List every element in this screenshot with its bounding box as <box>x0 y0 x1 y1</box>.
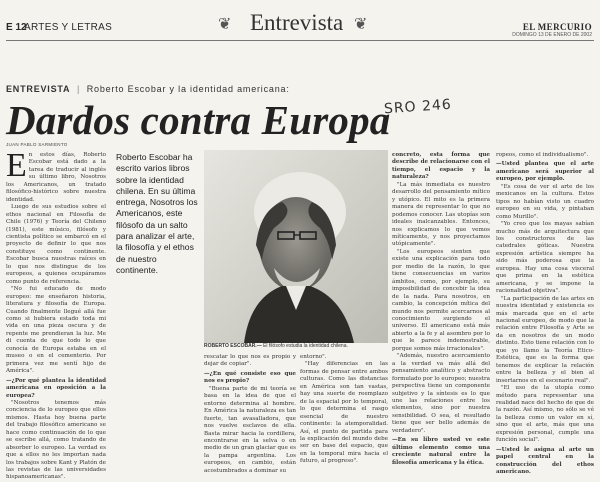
section-name: ARTES Y LETRAS <box>24 22 113 33</box>
article-column-4 <box>392 152 490 467</box>
article-column-1 <box>6 147 106 482</box>
issue-date: DOMINGO 13 DE ENERO DE 2002 <box>512 32 592 38</box>
left-ornament-icon: ❦ <box>218 14 232 33</box>
kicker-text: Roberto Escobar y la identidad americana: <box>86 84 290 94</box>
headline: Dardos contra Europa <box>6 97 391 143</box>
col5-paragraph: "Es cosa de ver el arte de los mexicanos en la cultura. Estos tipos no habían visto un cuadro europeo en su vida, y pintaban como Murillo". <box>496 183 594 220</box>
article-column-5 <box>496 152 594 476</box>
col4-paragraph: "Además, nuestro acercamiento a la verdad va más allá del pensamiento analítico y abstracto formulado por lo europeo; nuestra perspectiva tiene un componente subjetivo y la síntesis es lo que une las relaciones entre los elementos, sino por nuestra sensibilidad. O sea, el resultado tiene que ser bello además de verdadero". <box>392 353 490 434</box>
article-column-2 <box>204 354 296 475</box>
section-title: Entrevista <box>250 10 344 35</box>
col2-question: —¿En qué consiste eso que nos es propio? <box>204 370 296 385</box>
newspaper-name: EL MERCURIO <box>522 22 592 32</box>
col5-paragraph: "La participación de las artes en nuestra identidad y existencia es más marcada que en el arte nacional europeo, de modo que la relación entre Filosofía y Arte se da en nosotros de un modo distinto. Esto tiene relación con lo que yo llamo la Teoría Etico-Estética, que es la forma que tenemos de explicar la relación entre la belleza y el bien al insertarnos en el escenario real". <box>496 295 594 384</box>
col1-question: —¿Por qué plantea la identidad americana en oposición a la europea? <box>6 377 106 399</box>
col2-paragraph: "Buena parte de mi teoría se basa en la idea de que el entorno determina al hombre. En América la naturaleza es tan fuerte, tan avasalladora, que nos vuelve esclavos de ella. Basta mirar hacia la cordillera, encontrarse en la selva o en medio de un gran glaciar que es la pampa argentina. Los europeos, en cambio, están acostumbrados a dominar su <box>204 385 296 474</box>
article-column-3 <box>300 354 388 466</box>
col3-paragraph: "Hay diferencias en las formas de pensar entre ambos culturas. Como las distancias en América son tan vastas, hay una suerte de reemplazo de la espacial por lo temporal, lo que determina el rasgo esencial de nuestro continente: la atemporalidad. Así, el punto de partida para la explicación del mundo debe ser en base del espacio, que en la temporal mira hacia el futuro, al progreso". <box>300 361 388 465</box>
col3-paragraph: entorno". <box>300 354 327 360</box>
kicker-label: ENTREVISTA <box>6 84 71 94</box>
right-ornament-icon: ❦ <box>354 14 368 33</box>
col1-paragraph: "Nosotros tenemos más conciencia de lo europeo que ellos mismos. Hasta hoy buena parte del trabajo filosófico americano se hace como continuación de lo que se escribe allá, como tratando de absorber lo europeo. La verdad es que a ellos no les importan nada los trabajos sobre Kant y Platón de las revistas de las universidades hispanoamericanas". <box>6 399 106 481</box>
col2-paragraph: rescatar lo que nos es propio y dejar de copiar". <box>204 354 296 368</box>
photo-caption <box>204 343 388 349</box>
col4-question: —En su libro usted ve este último elemento como una creciente natural entre la filosofía americana y la ética. <box>392 437 490 466</box>
page-header <box>0 0 600 42</box>
col5-paragraph: ropeos, como el individualismo". <box>496 152 589 158</box>
col4-question: concreto, esta forma que describe de relacionarse con el tiempo, el espacio y la naturaleza? <box>392 152 490 181</box>
intro-blurb: Roberto Escobar ha escrito varios libros sobre la identidad chilena. En su última entrega, Nosotros los Americanos, este filósofo da un salto para analizar el arte, la filosofía y el ethos de nuestro continente. <box>116 152 198 275</box>
handwritten-note: SRO 246 <box>383 96 453 118</box>
col5-question: —Usted le asigna al arte un papel central en la construcción del ethos americano. <box>496 446 594 476</box>
header-rule <box>6 40 594 41</box>
col4-paragraph: "Los europeos sienten que existe una explicación para todo por medio de la razón, lo que tiene consecuencias en varios ámbitos, como, por ejemplo, su imposibilidad de concebir la idea de la nada. Para nosotros, en cambio, la concepción mítica del mundo nos permite acercarnos al conocimiento surgiendo el universo. El americano está más abierto a la fe y al asombro por lo que le parece indemostrable, porque somos más irracionales". <box>392 248 490 352</box>
dropcap: E <box>6 147 27 184</box>
col4-paragraph: "La más inmediata es nuestro desarrollo del pensamiento mítico y utópico. El mito es la primera manera de representar lo que no podemos conocer. Las utopías son ideales inalcanzables. Entonces, nos explicamos lo que vemos míticamente, y nos proyectamos utópicamente". <box>392 181 490 248</box>
col5-paragraph: "Yo creo que los mayas sabían mucho más de arquitectura que los constructores de las catedrales góticas. Nuestra expresión artística siempre ha sido más poderosa que la europea. Hay una cosa visceral que prima en la estética americana, y se impone la racionalidad objetiva". <box>496 221 594 295</box>
kicker: ENTREVISTA | Roberto Escobar y la identidad americana: <box>6 84 290 94</box>
col1-paragraph: "No fui educado de modo europeo: me enseñaron historia, literatura y filosofía de Europa. Cuando finalmente llegué allá fue como si hubiera estado toda mi vida en una pieza oscura y de repente me prendieran la luz. Me di cuenta de que todo lo que conocía de Europa estaba en el museo o en el cementerio. Por primera vez me sentí hijo de América". <box>6 286 106 375</box>
col1-paragraph: n estos días, Roberto Escobar está dado a la tarea de traducir al inglés su último libro, Nosotros los Americanos, un tratado filosófico-histórico sobre nuestra identidad. <box>6 152 106 203</box>
caption-label: ROBERTO ESCOBAR.— <box>204 343 262 349</box>
portrait-photo <box>204 150 388 343</box>
col5-paragraph: "El uso de la utopía como método para representar una realidad nace del hecho de que de la razón. Así mismo, no sólo se vé la belleza como un valor en sí, sino que el arte, más que una expresión personal, cumple una función social". <box>496 385 594 444</box>
caption-text: El filósofo estudia la identidad chilena. <box>263 343 348 349</box>
col5-question: —Usted plantea que el arte americano será superior al europeo, por ejemplo. <box>496 161 594 183</box>
col1-paragraph: Luego de sus estudios sobre el ethos nacional en Filosofía de Chile (1976) y Teoría del Chileno (1981), este músico, filósofo y cientista político se embarcó en el proyecto de definir lo que nos constituye como continente. Escobar busca nuestras raíces en lo que nos distingue de los europeos, a quienes ocupáramos como punto de referencia. <box>6 204 106 285</box>
page-number: E 12 <box>6 22 27 33</box>
byline: JUAN PABLO SARMIENTO <box>6 142 68 147</box>
